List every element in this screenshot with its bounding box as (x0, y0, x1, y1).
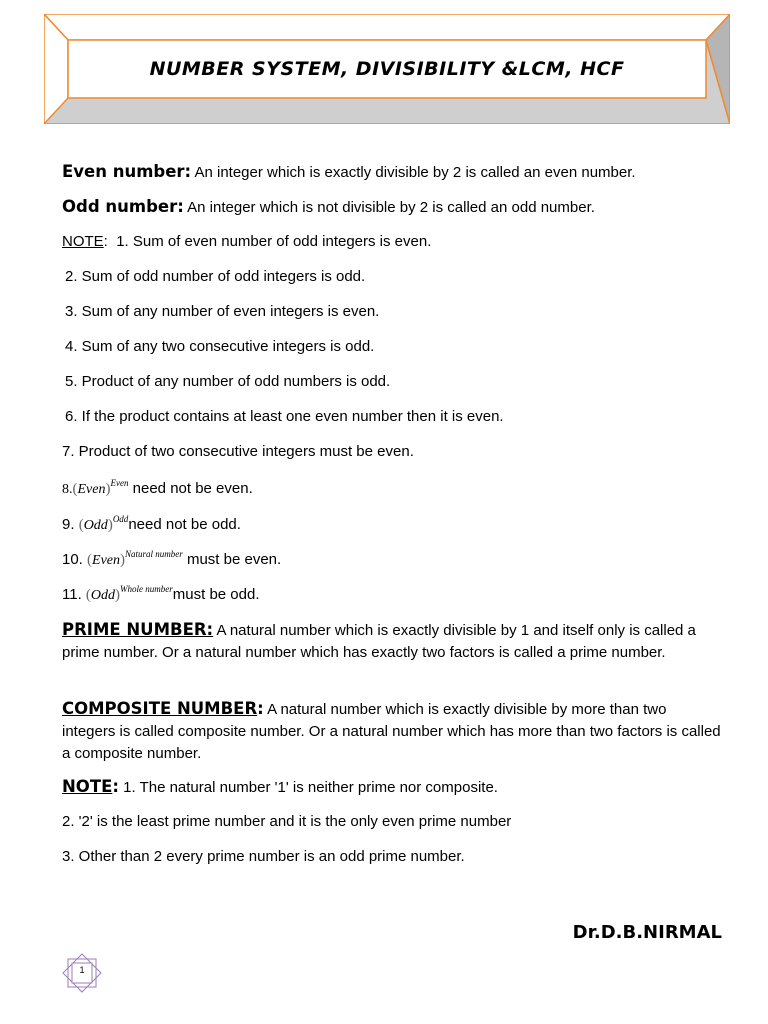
prime-term: PRIME NUMBER: (62, 620, 214, 639)
note2-item: 2. '2' is the least prime number and it is the only even prime number (62, 813, 512, 830)
odd-term: Odd number: (62, 197, 184, 216)
power-exponent: Natural number (125, 549, 183, 559)
prime-def: A natural number which is exactly divisible by 1 and itself only is called a prime number. Or a natural number which has exactly two factors is called a prime number. (62, 622, 696, 661)
even-def: An integer which is exactly divisible by 2 is called an even number. (191, 164, 636, 181)
power-exponent: Odd (112, 514, 129, 524)
note1-item: 6. If the product contains at least one even number then it is even. (65, 408, 504, 425)
author-name: Dr.D.B.NIRMAL (572, 922, 722, 943)
paren-close: ) (120, 552, 126, 568)
note1-item: 5. Product of any number of odd numbers is odd. (65, 373, 391, 390)
composite-colon: : (257, 699, 264, 718)
composite-def: A natural number which is exactly divisible by more than two integers is called composite number. Or a natural number which has more than two factors is called a composite number. (62, 701, 721, 762)
note1-label: NOTE (62, 233, 104, 250)
power-number: 8. (62, 482, 73, 497)
note2-item: 1. The natural number '1' is neither prime nor composite. (118, 779, 498, 796)
page-title: NUMBER SYSTEM, DIVISIBILITY &LCM, HCF (149, 58, 625, 80)
note2-line-1 (62, 777, 498, 796)
power-base: Even (77, 482, 106, 497)
paren-open: ( (85, 587, 91, 603)
paren-close: ) (107, 517, 113, 533)
note2-colon: : (112, 777, 119, 796)
note1-colon: : (103, 233, 108, 250)
power-base: Odd (83, 518, 108, 533)
power-exponent: Even (110, 478, 129, 488)
composite-term: COMPOSITE NUMBER (62, 699, 258, 718)
note1-item: 3. Sum of any number of even integers is even. (65, 303, 380, 320)
power-text: need not be odd. (128, 516, 241, 533)
power-exponent: Whole number (120, 584, 173, 594)
paren-close: ) (115, 587, 121, 603)
paren-open: ( (78, 517, 84, 533)
composite-definition (62, 698, 722, 765)
power-text: need not be even. (128, 480, 253, 497)
power-text: must be odd. (172, 586, 260, 603)
power-base: Even (92, 553, 121, 568)
prime-definition (62, 619, 722, 664)
power-number: 9. (62, 516, 79, 533)
power-number: 10. (62, 551, 88, 568)
paren-open: ( (72, 481, 78, 497)
power-item (62, 584, 260, 604)
power-text: must be even. (182, 551, 282, 568)
title-banner (44, 14, 730, 124)
page-number-badge (62, 953, 102, 993)
power-number: 11. (62, 586, 86, 603)
power-item (62, 514, 241, 534)
odd-def: An integer which is not divisible by 2 is called an odd number. (183, 199, 595, 216)
note2-item: 3. Other than 2 every prime number is an odd prime number. (62, 848, 465, 865)
note1-item: 1. Sum of even number of odd integers is even. (116, 233, 432, 250)
paren-open: ( (87, 552, 93, 568)
note1-line-1 (62, 233, 431, 250)
odd-definition (62, 197, 595, 216)
even-definition (62, 162, 636, 181)
power-base: Odd (90, 588, 116, 603)
paren-close: ) (105, 481, 111, 497)
page-number: 1 (79, 965, 85, 975)
power-item (62, 478, 253, 498)
power-item (62, 549, 281, 569)
even-term: Even number: (62, 162, 192, 181)
note1-item: 4. Sum of any two consecutive integers is odd. (65, 338, 375, 355)
note2-label: NOTE (62, 777, 113, 796)
note1-item: 2. Sum of odd number of odd integers is odd. (65, 268, 366, 285)
note1-item: 7. Product of two consecutive integers must be even. (62, 443, 414, 460)
